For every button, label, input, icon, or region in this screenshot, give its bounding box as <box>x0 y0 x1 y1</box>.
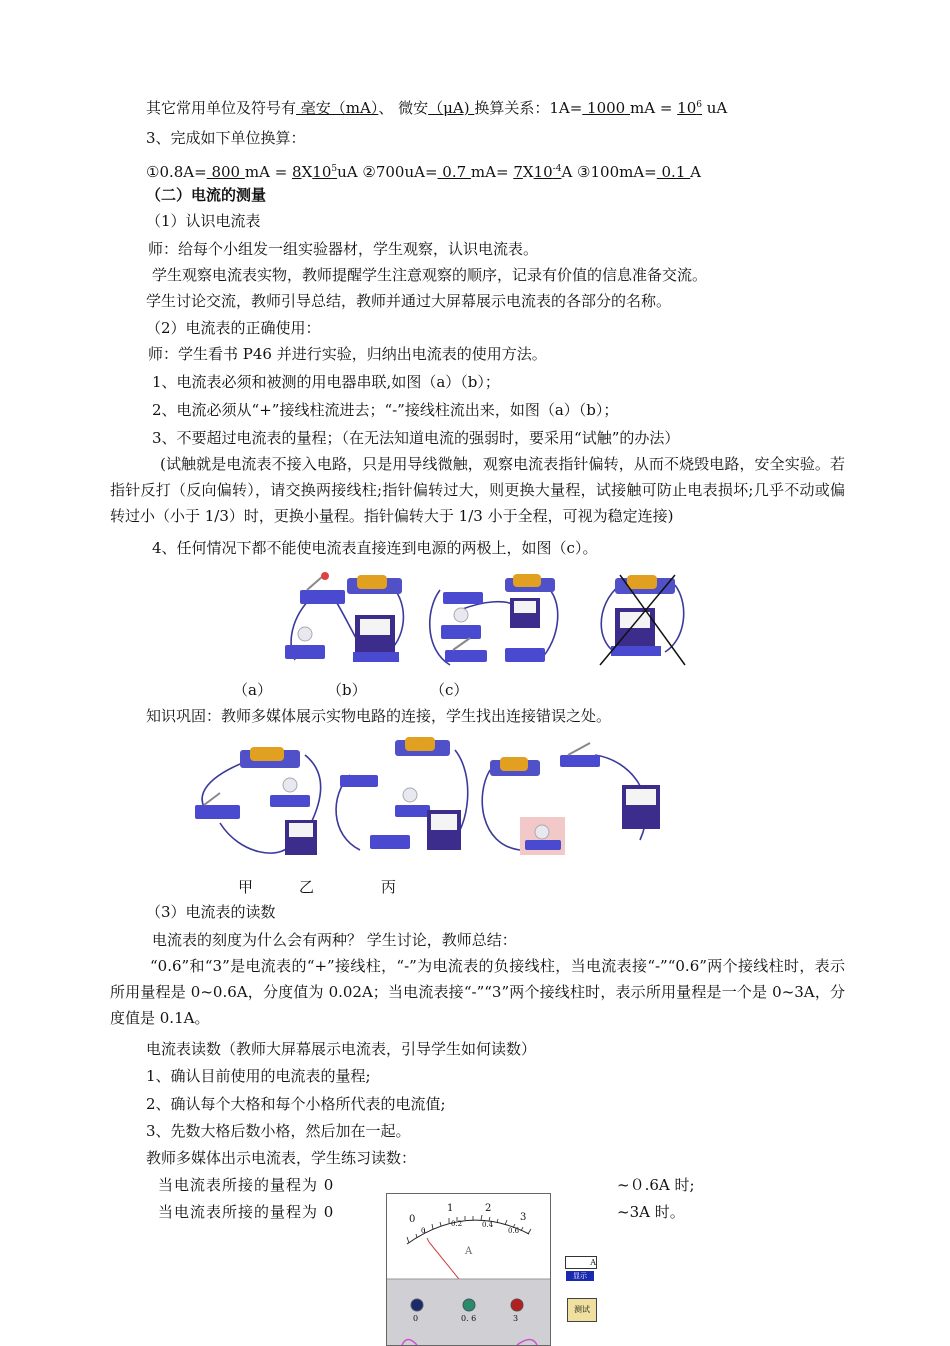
caption-bing: 丙 <box>381 878 397 896</box>
circuit-figures-abc <box>275 570 695 675</box>
conv-part1: ①0.8A= <box>146 163 207 181</box>
range-right-1: ~０.6A 时; <box>617 1176 695 1194</box>
dial-tick-upper-0: 0 <box>409 1214 416 1225</box>
teacher-line-2: 师：学生看书 P46 并进行实验，归纳出电流表的使用方法。 <box>148 345 547 363</box>
reading-step-2: 2、确认每个大格和每个小格所代表的电流值; <box>146 1095 446 1113</box>
conv-part3: uA ②700uA= <box>337 163 438 181</box>
practice-line: 教师多媒体出示电流表，学生练习读数： <box>146 1149 417 1167</box>
exponent-six: 6 <box>696 100 702 110</box>
why-two-scales: 电流表的刻度为什么会有两种？ 学生讨论，教师总结： <box>152 931 517 949</box>
terminal-label-0: 0 <box>413 1314 419 1323</box>
dial-unit-label: A <box>465 1246 473 1257</box>
reading-step-3: 3、先数大格后数小格，然后加在一起。 <box>146 1122 411 1140</box>
ten-base1: 10 <box>312 163 332 181</box>
dial-tick-upper-1: 1 <box>447 1203 454 1214</box>
range-left-1: 当电流表所接的量程为 0 <box>158 1176 335 1194</box>
units-prefix: 其它常用单位及符号有 <box>146 99 297 117</box>
caption-yi: 乙 <box>299 878 315 896</box>
circuit-b <box>430 574 558 665</box>
item3-line: 3、完成如下单位换算： <box>146 129 306 147</box>
reading-input-box[interactable] <box>565 1256 597 1269</box>
dial-tick-lower-0: 0 <box>421 1227 426 1235</box>
ua-end: uA <box>702 99 728 117</box>
rule-3: 3、不要超过电流表的量程；（在无法知道电流的强弱时，要采用“试触”的办法） <box>152 429 680 447</box>
conv-answer1: 800 <box>206 163 245 181</box>
sub-heading-3: （3）电流表的读数 <box>146 903 276 921</box>
show-button[interactable]: 显示 <box>566 1271 594 1281</box>
reading-step-1: 1、确认目前使用的电流表的量程; <box>146 1067 371 1085</box>
conv-part2: mA = <box>244 163 293 181</box>
circuit-figures-jia-yi-bing <box>190 735 670 860</box>
rule-2: 2、电流必须从“+”接线柱流进去；“-”接线柱流出来，如图（a）（b）； <box>152 401 619 419</box>
rule-4: 4、任何情况下都不能使电流表直接连到电源的两极上，如图（c）。 <box>152 539 598 557</box>
terminal-label-3: 3 <box>513 1314 519 1323</box>
answer-1000: 1000 <box>582 99 630 117</box>
times-sign1: X <box>301 163 313 181</box>
trial-paragraph: (试触就是电流表不接入电路，只是用导线微触，观察电流表指针偏转，从而不烧毁电路，安全实验。若指针反打（反向偏转），请交换两接线柱;指针偏转过大，则更换大量程，试接触可防止电表损坏;几乎不动或偏转过小（小于 1/3）时，更换小量程。指针偏转大于 1/3 小于全程，可视为稳定连接) <box>110 455 845 525</box>
ma-equals: mA = <box>630 99 678 117</box>
conv-answer5: 0.1 <box>656 163 691 181</box>
circuit-a <box>285 572 403 662</box>
conv-answer3: 0.7 <box>437 163 471 181</box>
ten-base2: 10 <box>533 163 553 181</box>
units-line <box>146 95 727 118</box>
circuit-c <box>600 575 685 665</box>
conv-part6: A <box>690 163 701 181</box>
ammeter-widget <box>386 1193 551 1346</box>
section-title-measure: （二）电流的测量 <box>146 186 267 204</box>
sub-heading-1: （1）认识电流表 <box>146 212 261 230</box>
caption-b: （b） <box>327 681 367 699</box>
caption-a: （a） <box>233 681 272 699</box>
dial-tick-lower-1: 0.2 <box>451 1220 463 1228</box>
times-sign2: X <box>522 163 534 181</box>
circuit-yi <box>336 737 468 850</box>
conv-part4: mA= <box>470 163 514 181</box>
discuss-line-1: 学生讨论交流，教师引导总结，教师并通过大屏幕展示电流表的各部分的名称。 <box>146 292 672 310</box>
dial-tick-lower-2: 0.4 <box>482 1221 494 1229</box>
rule-1: 1、电流表必须和被测的用电器串联,如图（a）（b）； <box>152 373 500 391</box>
circuit-jia <box>195 747 321 855</box>
range-paragraph: “0.6”和“3”是电流表的“+”接线柱，“-”为电流表的负接线柱，当电流表接“-”“0.6”两个接线柱时，表示所用量程是 0~0.6A，分度值为 0.02A；当电流表接“-”“3”两个接线柱时，表示所用量程是一个是 0~3A，分度值是 0.1A。 <box>110 957 845 1027</box>
conv-part5: A ③100mA= <box>561 163 657 181</box>
circuit-bing <box>482 743 660 855</box>
ten-base: 10 <box>677 99 697 117</box>
exponent2: -4 <box>552 164 562 174</box>
teacher-line-1: 师：给每个小组发一组实验器材，学生观察，认识电流表。 <box>148 240 539 258</box>
units-separator: 、 微安 <box>378 99 429 117</box>
dial-tick-upper-2: 2 <box>485 1203 492 1214</box>
dial-tick-upper-3: 3 <box>520 1212 527 1223</box>
conversion-line <box>146 159 701 182</box>
test-button[interactable]: 测试 <box>567 1298 597 1322</box>
terminal-label-06: 0. 6 <box>461 1314 477 1323</box>
conv-answer2: 8 <box>292 163 302 181</box>
consolidation-line: 知识巩固：教师多媒体展示实物电路的连接，学生找出连接错误之处。 <box>146 707 612 725</box>
exponent1: 5 <box>331 164 338 174</box>
microamp-unit: （μA) <box>428 99 475 117</box>
range-right-2: ~3A 时。 <box>617 1203 685 1221</box>
caption-c: （c） <box>430 681 469 699</box>
student-line-1: 学生观察电流表实物，教师提醒学生注意观察的顺序，记录有价值的信息准备交流。 <box>152 266 708 284</box>
caption-jia: 甲 <box>238 878 254 896</box>
conversion-label: 换算关系：1A= <box>474 99 583 117</box>
reading-box-unit: A <box>590 1258 596 1267</box>
dial-tick-lower-3: 0.6 <box>508 1227 520 1235</box>
conv-answer4: 7 <box>513 163 523 181</box>
milliamp-unit: 毫安（mA） <box>296 99 379 117</box>
range-left-2: 当电流表所接的量程为 0 <box>158 1203 335 1221</box>
sub-heading-2: （2）电流表的正确使用： <box>146 319 321 337</box>
reading-title: 电流表读数（教师大屏幕展示电流表，引导学生如何读数） <box>146 1040 537 1058</box>
